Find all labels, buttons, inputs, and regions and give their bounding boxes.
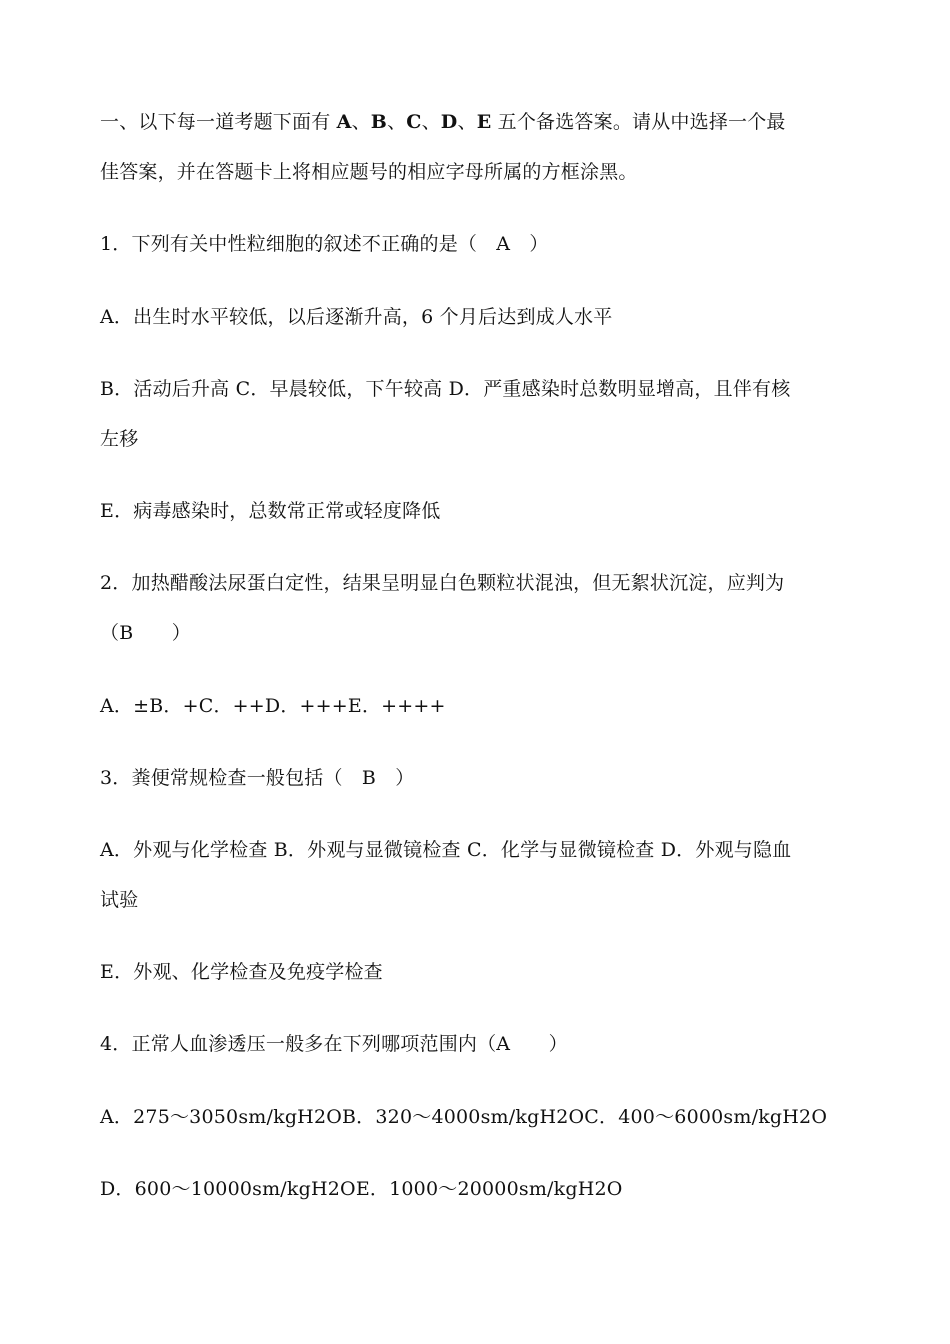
option-letter-e: E	[476, 111, 492, 133]
question-4-options-d-e: D．600～10000sm/kgH2OE．1000～20000sm/kgH2O	[100, 1178, 623, 1200]
question-2: 2．加热醋酸法尿蛋白定性，结果呈明显白色颗粒状混浊，但无絮状沉淀，应判为	[100, 572, 785, 594]
question-4-options-a-c: A．275～3050sm/kgH2OB．320～4000sm/kgH2OC．400～6000sm/kgH2O	[100, 1106, 828, 1128]
question-3: 3．粪便常规检查一般包括（ B ）	[100, 767, 415, 789]
separator: 、	[387, 111, 407, 133]
option-letter-c: C	[406, 111, 422, 133]
instruction-text: 五个备选答案。请从中选择一个最	[491, 111, 786, 133]
question-1-options-b-d-continued: 左移	[100, 428, 139, 450]
question-2-options: A．±B．+C．++D．+++E．++++	[100, 695, 446, 717]
question-1-options-b-d: B．活动后升高 C．早晨较低，下午较高 D．严重感染时总数明显增高，且伴有核	[100, 378, 791, 400]
question-1: 1．下列有关中性粒细胞的叙述不正确的是（ A ）	[100, 233, 549, 255]
question-2-answer: （B ）	[100, 622, 191, 644]
question-3-option-e: E．外观、化学检查及免疫学检查	[100, 961, 383, 983]
option-letter-a: A	[336, 111, 352, 133]
question-3-options-continued: 试验	[100, 889, 139, 911]
separator: 、	[351, 111, 371, 133]
question-4: 4．正常人血渗透压一般多在下列哪项范围内（A ）	[100, 1033, 568, 1055]
question-1-option-e: E．病毒感染时，总数常正常或轻度降低	[100, 500, 441, 522]
question-1-option-a: A．出生时水平较低，以后逐渐升高，6 个月后达到成人水平	[100, 306, 613, 328]
option-letter-d: D	[440, 111, 458, 133]
separator: 、	[457, 111, 477, 133]
section-instruction-line-2: 佳答案，并在答题卡上将相应题号的相应字母所属的方框涂黑。	[100, 161, 638, 183]
section-instruction-line-1	[100, 110, 786, 134]
separator: 、	[421, 111, 441, 133]
instruction-text: 一、以下每一道考题下面有	[100, 111, 337, 133]
option-letter-b: B	[370, 111, 388, 133]
question-3-options-a-d: A．外观与化学检查 B．外观与显微镜检查 C．化学与显微镜检查 D．外观与隐血	[100, 839, 792, 861]
